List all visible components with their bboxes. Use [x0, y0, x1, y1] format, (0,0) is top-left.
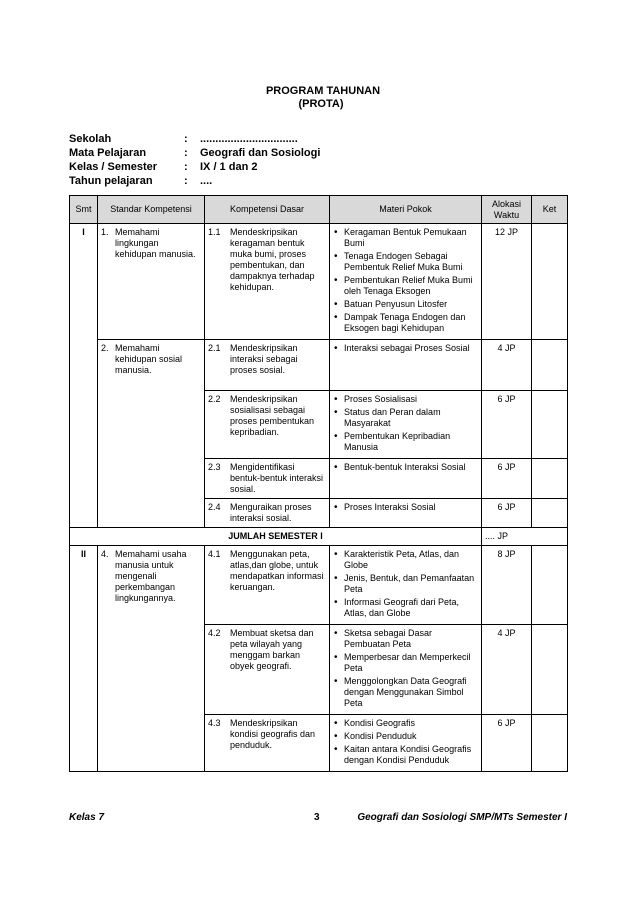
- materi-item: • Status dan Peran dalam Masyarakat: [344, 407, 478, 429]
- materi-cell: [330, 340, 482, 391]
- info-block: [69, 132, 320, 188]
- footer-left: Kelas 7: [69, 812, 105, 823]
- info-row-kelas: [69, 160, 320, 174]
- materi-cell: [330, 546, 482, 625]
- waktu-cell: 6 JP: [482, 499, 532, 528]
- document-title: PROGRAM TAHUNAN: [265, 85, 381, 97]
- header-ket: Ket: [532, 196, 568, 224]
- waktu-cell: 4 JP: [482, 625, 532, 715]
- sk-number: 1.: [101, 227, 109, 237]
- waktu-cell: 12 JP: [482, 224, 532, 340]
- info-label: Sekolah: [69, 133, 112, 145]
- info-row-sekolah: [69, 132, 320, 146]
- materi-cell: [330, 391, 482, 459]
- semester-cell: I: [70, 224, 98, 528]
- table-row: [70, 546, 568, 625]
- ket-cell: [532, 715, 568, 772]
- sk-cell: [98, 340, 205, 528]
- materi-item: • Pembentukan Relief Muka Bumi oleh Tenaga Eksogen: [344, 275, 478, 297]
- kd-cell: [205, 340, 330, 391]
- materi-cell: [330, 459, 482, 499]
- materi-item: • Kaitan antara Kondisi Geografis dengan Kondisi Penduduk: [344, 744, 478, 766]
- header-kd: Kompetensi Dasar: [205, 196, 330, 224]
- ket-cell: [532, 391, 568, 459]
- info-colon: :: [184, 161, 188, 173]
- materi-item: • Informasi Geografi dari Peta, Atlas, dan Globe: [344, 597, 478, 619]
- kd-number: 4.2: [208, 628, 221, 638]
- footer-right: Geografi dan Sosiologi SMP/MTs Semester I: [357, 812, 567, 823]
- materi-item: • Menggolongkan Data Geografi dengan Menggunakan Simbol Peta: [344, 676, 478, 709]
- info-value: ....: [200, 175, 213, 187]
- jumlah-label: JUMLAH SEMESTER I: [70, 528, 482, 546]
- info-label: Kelas / Semester: [69, 161, 158, 173]
- info-value: Geografi dan Sosiologi: [200, 147, 321, 159]
- kd-text: Menguraikan proses interaksi sosial.: [230, 502, 312, 523]
- header-alokasi-1: Alokasi: [491, 198, 521, 209]
- ket-cell: [532, 224, 568, 340]
- jumlah-row: [70, 528, 568, 546]
- waktu-cell: 6 JP: [482, 459, 532, 499]
- info-colon: :: [184, 147, 188, 159]
- table-row: [70, 340, 568, 391]
- info-row-tahun: [69, 174, 320, 188]
- info-label: Tahun pelajaran: [69, 175, 153, 187]
- materi-cell: [330, 715, 482, 772]
- info-value: ................................: [200, 133, 298, 145]
- kd-number: 4.3: [208, 718, 221, 728]
- materi-item: • Sketsa sebagai Dasar Pembuatan Peta: [344, 628, 478, 650]
- header-sk: Standar Kompetensi: [98, 196, 205, 224]
- sk-text: Memahami kehidupan sosial manusia.: [115, 343, 183, 375]
- kd-cell: [205, 499, 330, 528]
- waktu-cell: 8 JP: [482, 546, 532, 625]
- materi-item: • Memperbesar dan Memperkecil Peta: [344, 652, 478, 674]
- kd-cell: [205, 224, 330, 340]
- kd-cell: [205, 715, 330, 772]
- kd-text: Membuat sketsa dan peta wilayah yang menggam barkan obyek geografi.: [230, 628, 314, 671]
- materi-cell: [330, 625, 482, 715]
- kd-text: Mendeskripsikan interaksi sebagai proses sosial.: [230, 343, 298, 375]
- footer-page-number: 3: [314, 812, 320, 823]
- materi-item: • Proses Sosialisasi: [344, 394, 478, 405]
- kd-cell: [205, 391, 330, 459]
- kd-cell: [205, 546, 330, 625]
- kd-cell: [205, 625, 330, 715]
- prota-table: [69, 195, 568, 772]
- header-smt: Smt: [70, 196, 98, 224]
- kd-number: 2.2: [208, 394, 221, 404]
- materi-item: • Tenaga Endogen Sebagai Pembentuk Relief Muka Bumi: [344, 251, 478, 273]
- ket-cell: [532, 340, 568, 391]
- waktu-cell: 6 JP: [482, 391, 532, 459]
- semester-cell: II: [70, 546, 98, 772]
- sk-text: Memahami lingkungan kehidupan manusia.: [115, 227, 196, 259]
- ket-cell: [532, 546, 568, 625]
- ket-cell: [532, 625, 568, 715]
- waktu-cell: 4 JP: [482, 340, 532, 391]
- sk-cell: [98, 546, 205, 772]
- table-header-row: [70, 196, 568, 224]
- materi-item: • Batuan Penyusun Litosfer: [344, 299, 478, 310]
- ket-cell: [532, 459, 568, 499]
- kd-text: Mengidentifikasi bentuk-bentuk interaksi sosial.: [230, 462, 324, 494]
- jumlah-value: .... JP: [482, 528, 568, 546]
- materi-item: • Keragaman Bentuk Pemukaan Bumi: [344, 227, 478, 249]
- materi-item: • Kondisi Geografis: [344, 718, 478, 729]
- sk-number: 2.: [101, 343, 109, 353]
- waktu-cell: 6 JP: [482, 715, 532, 772]
- header-alokasi: [482, 196, 532, 224]
- table-row: [70, 224, 568, 340]
- sk-text: Memahami usaha manusia untuk mengenali perkembangan lingkungannya.: [115, 549, 187, 603]
- kd-number: 2.4: [208, 502, 221, 512]
- materi-item: • Proses Interaksi Sosial: [344, 502, 478, 513]
- document-subtitle: (PROTA): [298, 98, 344, 110]
- header-mp: Materi Pokok: [330, 196, 482, 224]
- materi-cell: [330, 499, 482, 528]
- materi-item: • Interaksi sebagai Proses Sosial: [344, 343, 478, 354]
- info-colon: :: [184, 133, 188, 145]
- materi-cell: [330, 224, 482, 340]
- info-value: IX / 1 dan 2: [200, 161, 258, 173]
- kd-number: 2.1: [208, 343, 221, 353]
- kd-number: 2.3: [208, 462, 221, 472]
- kd-text: Mendeskripsikan sosialisasi sebagai proses pembentukan kepribadian.: [230, 394, 315, 437]
- kd-text: Menggunakan peta, atlas,dan globe, untuk mendapatkan informasi keruangan.: [230, 549, 324, 592]
- header-alokasi-2: Waktu: [493, 209, 520, 220]
- sk-cell: [98, 224, 205, 340]
- kd-text: Mendeskripsikan keragaman bentuk muka bumi, proses pembentukan, dan dampaknya terhadap kehidupan.: [230, 227, 315, 292]
- materi-item: • Pembentukan Kepribadian Manusia: [344, 431, 478, 453]
- kd-text: Mendeskripsikan kondisi geografis dan penduduk.: [230, 718, 316, 750]
- ket-cell: [532, 499, 568, 528]
- materi-item: • Jenis, Bentuk, dan Pemanfaatan Peta: [344, 573, 478, 595]
- kd-cell: [205, 459, 330, 499]
- materi-item: • Karakteristik Peta, Atlas, dan Globe: [344, 549, 478, 571]
- materi-item: • Bentuk-bentuk Interaksi Sosial: [344, 462, 478, 473]
- info-label: Mata Pelajaran: [69, 147, 147, 159]
- materi-item: • Kondisi Penduduk: [344, 731, 478, 742]
- kd-number: 1.1: [208, 227, 221, 237]
- info-colon: :: [184, 175, 188, 187]
- info-row-mapel: [69, 146, 320, 160]
- kd-number: 4.1: [208, 549, 221, 559]
- sk-number: 4.: [101, 549, 109, 559]
- materi-item: • Dampak Tenaga Endogen dan Eksogen bagi Kehidupan: [344, 312, 478, 334]
